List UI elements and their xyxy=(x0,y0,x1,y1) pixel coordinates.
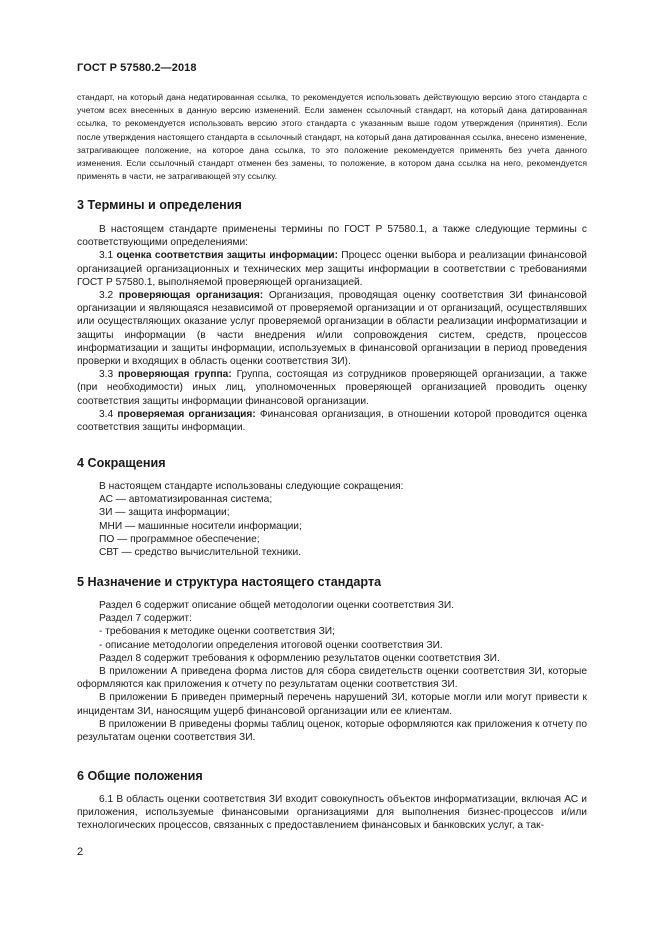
structure-line: В приложении А приведена форма листов для сбора свидетельств оценки соответствия ЗИ, которые оформляются как приложения к отчету по результатам оценки соответствия ЗИ. xyxy=(77,666,587,691)
abbreviations-intro: В настоящем стандарте использованы следующие сокращения: xyxy=(99,481,404,492)
page-number: 2 xyxy=(77,846,84,858)
term-3-1 xyxy=(77,249,587,289)
section-6-title: 6 Общие положения xyxy=(77,769,203,783)
structure-line: Раздел 6 содержит описание общей методологии оценки соответствия ЗИ. xyxy=(99,600,455,611)
structure-line: - описание методологии определения итоговой оценки соответствия ЗИ. xyxy=(99,639,443,651)
term-definition: Процесс оценки выбора и реализации финансовой организацией организационных и технических мер защиты информации в соответствии с требованиями ГОСТ Р 57580.1, выполняемой проверяющей организацией. xyxy=(77,250,587,288)
term-3-4 xyxy=(77,408,587,434)
section-6 xyxy=(77,769,587,833)
abbreviation-item: ПО — программное обеспечение; xyxy=(99,533,260,545)
term-definition: Финансовая организация, в отношении которой проводится оценка соответствия защиты информации. xyxy=(77,408,588,434)
section-3 xyxy=(77,198,587,434)
structure-line: Раздел 8 содержит требования к оформлению результатов оценки соответствия ЗИ. xyxy=(99,652,500,664)
section-5 xyxy=(77,575,587,744)
structure-line: Раздел 7 содержит: xyxy=(99,613,192,625)
structure-line: В приложении Б приведен примерный перечень нарушений ЗИ, которые могли или могут привести к инцидентам ЗИ, наносящим ущерб финансовой организации или ее клиентам. xyxy=(77,692,587,717)
term-name: проверяемая организация: xyxy=(117,408,260,420)
term-3-3 xyxy=(77,368,587,408)
term-name: проверяющая группа: xyxy=(118,369,237,381)
abbreviation-item: АС — автоматизированная система; xyxy=(99,494,273,506)
term-number: 3.2 xyxy=(99,290,119,302)
term-number: 3.3 xyxy=(99,369,119,381)
structure-line: В приложении В приведены формы таблиц оценок, которые оформляются как приложения к отчету по результатам оценки соответствия ЗИ. xyxy=(77,718,587,744)
section-4-title: 4 Сокращения xyxy=(77,456,166,470)
term-number: 3.1 xyxy=(99,250,117,262)
abbreviation-item: МНИ — машинные носители информации; xyxy=(99,520,302,532)
term-name: оценка соответствия защиты информации: xyxy=(116,250,342,262)
term-number: 3.4 xyxy=(99,408,118,420)
term-name: проверяющая организация: xyxy=(118,290,269,302)
section-5-title: 5 Назначение и структура настоящего стандарта xyxy=(77,575,382,589)
term-definition: Организация, проводящая оценку соответствия ЗИ финансовой организации и являющаяся независимой от проверяемой организации и от организаций, осуществлявших или осуществляющих оказание услуг проверяемой организации в области реализации информатизации и защиты информации (в части внедрения и/или сопровождения систем, средств, процессов информатизации и защиты информации, используемых в финансовой организации в период проведения проверки и входящих в область оценки соответствия ЗИ). xyxy=(77,290,587,368)
abbreviation-item: ЗИ — защита информации; xyxy=(99,507,230,519)
structure-line: - требования к методике оценки соответствия ЗИ; xyxy=(99,626,335,638)
abbreviation-list xyxy=(77,480,587,559)
term-definition: Группа, состоящая из сотрудников проверяющей организации, а также (при необходимости) иных лиц, уполномоченных проверяющей организацией проводить оценку соответствия защиты информации финансовой организации. xyxy=(77,369,588,407)
section-3-intro: В настоящем стандарте применены термины по ГОСТ Р 57580.1, а также следующие термины с соответствующими определениями: xyxy=(77,224,587,249)
abbreviation-item: СВТ — средство вычислительной техники. xyxy=(99,547,302,559)
intro-paragraph: стандарт, на который дана недатированная ссылка, то рекомендуется использовать действующую версию этого стандарта с учетом всех внесенных в данную версию изменений. Если заменен ссылочный стандарт, на который дана датированная ссылка, то рекомендуется использовать версию этого стандарта с указанным выше годом утверждения (принятия). Если после утверждения настоящего стандарта в ссылочный стандарт, на который дана датированная ссылка, внесено изменение, затрагивающее положение, на которое дана ссылка, то это положение рекомендуется применять без учета данного изменения. Если ссылочный стандарт отменен без замены, то положение, в котором дана ссылка на него, рекомендуется применять в части, не затрагивающей эту ссылку. xyxy=(77,92,587,182)
section-4 xyxy=(77,456,587,559)
section-6-paragraph: 6.1 В область оценки соответствия ЗИ входит совокупность объектов информатизации, включая АС и приложения, используемые финансовыми организациями для выполнения бизнес-процессов и/или технологических процессов, связанных с предоставлением финансовых и банковских услуг, а так- xyxy=(77,794,587,832)
section-3-title: 3 Термины и определения xyxy=(77,198,242,212)
standard-header: ГОСТ Р 57580.2—2018 xyxy=(77,62,197,74)
term-3-2 xyxy=(77,289,587,368)
